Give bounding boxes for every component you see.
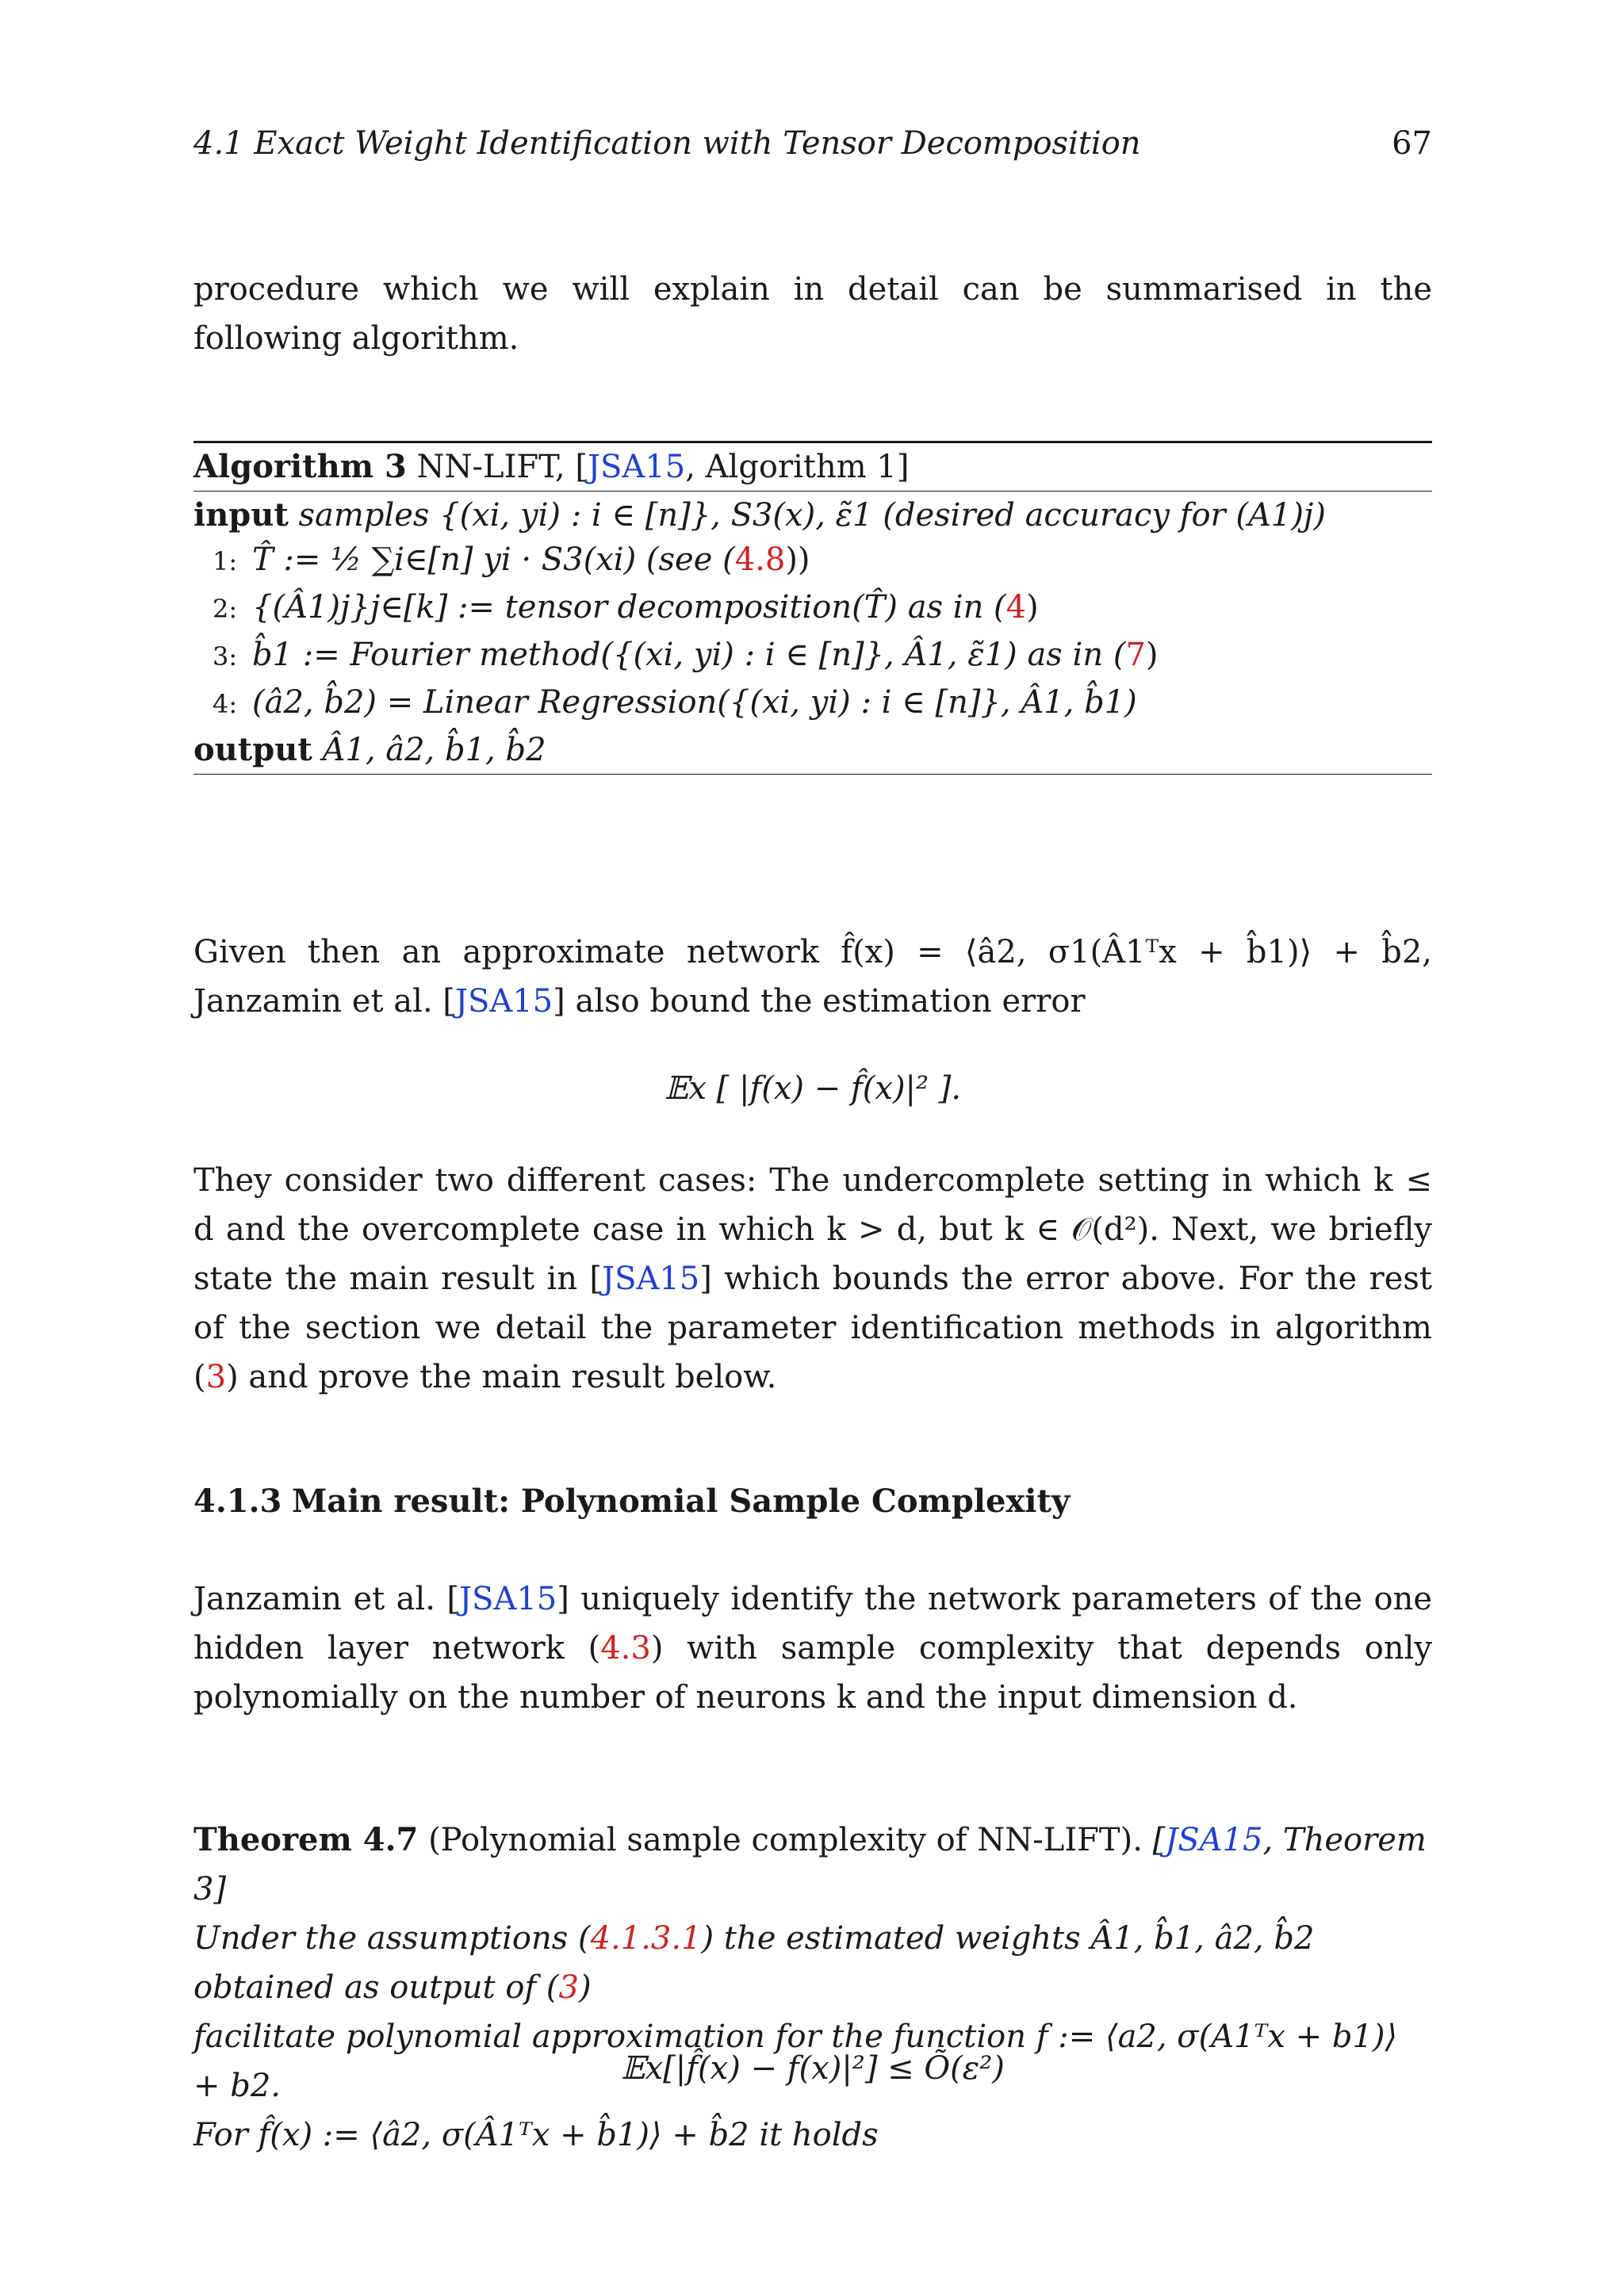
para-text: Given then an approximate network f̂(x) = ⟨â2, σ1(Â1ᵀx + b̂1)⟩ + b̂2, Janzamin et al. [ [193,934,1432,1020]
algorithm-step [193,584,1432,631]
theorem-text: ) [578,1969,592,2006]
algorithm-caption-tail: , Algorithm 1] [685,449,910,485]
para-text: ] uniquely identify the network parameters of the one hidden layer network ( [193,1581,1432,1667]
input-label: input [193,496,289,534]
equation-expected-error: 𝔼x [ |f(x) − f̂(x)|² ]. [664,1070,962,1107]
algorithm-ref-link[interactable]: 3 [558,1969,579,2006]
equation-ref-link[interactable]: 4.8 [734,541,786,578]
algorithm-name: NN-LIFT, [ [416,449,588,485]
algorithm-output [193,726,1432,774]
equation-theorem-bound: 𝔼x[|f̂(x) − f(x)|²] ≤ Õ(ε²) [621,2050,1005,2087]
citation-link[interactable]: JSA15 [602,1261,700,1297]
running-header [193,125,1432,162]
step-number: 1: [213,546,238,576]
equation-ref-link[interactable]: 4 [1005,589,1027,626]
algorithm-step [193,631,1432,679]
page-number: 67 [1392,125,1432,162]
theorem-block [193,1816,1432,2160]
paragraph-cases [193,1156,1432,1402]
step-tail: ) [1145,637,1159,673]
equation-ref-link[interactable]: 4.3 [600,1630,651,1667]
citation-link[interactable]: JSA15 [1165,1822,1263,1858]
output-text: Â1, â2, b̂1, b̂2 [322,732,546,768]
section-title: Main result: Polynomial Sample Complexity [292,1483,1071,1520]
step-text: T̂ := ½ ∑i∈[n] yi · S3(xi) (see ( [252,541,735,578]
step-text: (â2, b̂2) = Linear Regression({(xi, yi) : i ∈ [n]}, Â1, b̂1) [252,684,1137,721]
step-text: {(Â1)j}j∈[k] := tensor decomposition(T̂) as in ( [252,589,1006,626]
step-text: b̂1 := Fourier method({(xi, yi) : i ∈ [n]}, Â1, ε̃1) as in ( [252,637,1126,673]
equation-ref-link[interactable]: 7 [1125,637,1146,673]
citation-link[interactable]: JSA15 [587,449,686,485]
output-label: output [193,731,312,768]
algorithm-input [193,492,1432,536]
paragraph-approx-network [193,928,1432,1026]
para-text: Janzamin et al. [ [193,1581,459,1617]
para-text: ) and prove the main result below. [226,1359,777,1395]
theorem-text: Under the assumptions ( [193,1920,591,1957]
section-number: 4.1.3 [193,1483,282,1520]
para-text: They consider two different cases: The undercomplete setting in which k ≤ d and the overcomplete case in which k > d, but k ∈ 𝒪(d²). Next, we briefly state the main result in [ [193,1162,1432,1297]
para-text: ) with sample complexity that depends only polynomially on the number of neurons k and the input dimension d. [193,1630,1433,1716]
citation-link[interactable]: JSA15 [459,1581,557,1617]
algorithm-ref-link[interactable]: 3 [205,1359,227,1395]
theorem-line-4: For f̂(x) := ⟨â2, σ(Â1ᵀx + b̂1)⟩ + b̂2 it holds [193,2117,879,2153]
theorem-label: Theorem 4.7 [193,1821,419,1858]
step-number: 2: [213,594,238,624]
step-number: 3: [213,641,238,672]
theorem-line-3: facilitate polynomial approximation for the function f := ⟨a2, σ(A1ᵀx + b1)⟩ + b2. [193,2019,1398,2104]
algorithm-step [193,679,1432,726]
theorem-name: (Polynomial sample complexity of NN-LIFT). [428,1822,1143,1858]
theorem-line-1 [193,1816,1432,1914]
para-text: ] also bound the estimation error [553,983,1086,1020]
step-tail: )) [785,541,810,578]
section-heading [193,1483,1070,1520]
theorem-text: ) the estimated weights Â1, b̂1, â2, b̂2 obtained as output of ( [193,1920,1315,2006]
paragraph-main-result [193,1575,1432,1722]
algorithm-box [193,441,1432,775]
assumption-ref-link[interactable]: 4.1.3.1 [590,1920,702,1957]
theorem-line-2 [193,1914,1432,2012]
para-text: ] which bounds the error above. For the rest of the section we detail the parameter identification methods in algorithm ( [193,1261,1432,1395]
input-text: samples {(xi, yi) : i ∈ [n]}, S3(x), ε̃1 (desired accuracy for (A1)j) [298,497,1326,534]
header-section-title: 4.1 Exact Weight Identification with Tensor Decomposition [193,125,1141,162]
algorithm-bottom-rule [193,774,1432,775]
algorithm-label: Algorithm 3 [193,448,407,485]
intro-paragraph: procedure which we will explain in detail can be summarised in the following algorithm. [193,271,1432,357]
algorithm-caption [193,443,1432,491]
step-tail: ) [1026,589,1039,626]
citation-link[interactable]: JSA15 [454,983,553,1020]
theorem-cite-post: , Theorem 3] [193,1822,1427,1908]
algorithm-step [193,536,1432,584]
theorem-cite-pre: [ [1152,1822,1166,1858]
step-number: 4: [213,689,238,719]
